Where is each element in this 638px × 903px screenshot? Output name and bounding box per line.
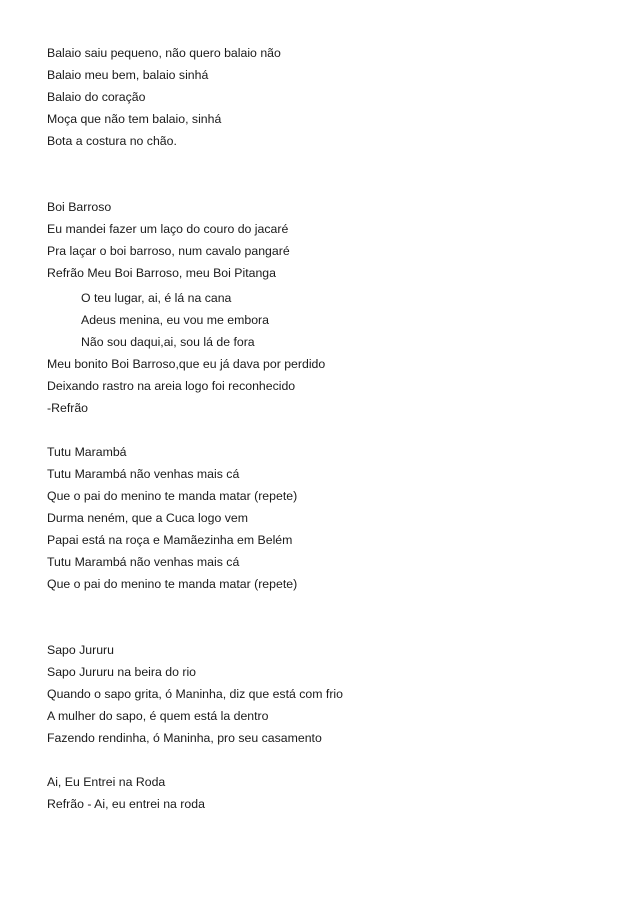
- text-line: Sapo Jururu na beira do rio: [47, 665, 197, 679]
- text-line: Tutu Marambá não venhas mais cá: [47, 555, 240, 569]
- section-title: Ai, Eu Entrei na Roda: [47, 775, 166, 789]
- text-line: Bota a costura no chão.: [47, 134, 177, 148]
- text-line: Tutu Marambá não venhas mais cá: [47, 467, 240, 481]
- section-title: Boi Barroso: [47, 200, 112, 214]
- text-line: Eu mandei fazer um laço do couro do jacaré: [47, 222, 289, 236]
- text-line: Balaio saiu pequeno, não quero balaio não: [47, 46, 281, 60]
- text-line-indented: O teu lugar, ai, é lá na cana: [81, 291, 232, 305]
- text-line: A mulher do sapo, é quem está la dentro: [47, 709, 269, 723]
- text-line: Papai está na roça e Mamãezinha em Belém: [47, 533, 293, 547]
- text-line: Balaio meu bem, balaio sinhá: [47, 68, 209, 82]
- text-line: Que o pai do menino te manda matar (repete): [47, 577, 298, 591]
- text-line: Refrão Meu Boi Barroso, meu Boi Pitanga: [47, 266, 276, 280]
- text-line: Balaio do coração: [47, 90, 146, 104]
- text-line-indented: Adeus menina, eu vou me embora: [81, 313, 269, 327]
- text-line: Meu bonito Boi Barroso,que eu já dava por perdido: [47, 357, 326, 371]
- section-title: Tutu Marambá: [47, 445, 127, 459]
- text-line: Moça que não tem balaio, sinhá: [47, 112, 222, 126]
- text-line: Refrão - Ai, eu entrei na roda: [47, 797, 205, 811]
- section-title: Sapo Jururu: [47, 643, 114, 657]
- text-line: Pra laçar o boi barroso, num cavalo pangaré: [47, 244, 290, 258]
- text-line: Que o pai do menino te manda matar (repete): [47, 489, 298, 503]
- text-line: Fazendo rendinha, ó Maninha, pro seu casamento: [47, 731, 322, 745]
- text-line-indented: Não sou daqui,ai, sou lá de fora: [81, 335, 255, 349]
- text-line: Durma neném, que a Cuca logo vem: [47, 511, 248, 525]
- text-line: Deixando rastro na areia logo foi reconhecido: [47, 379, 296, 393]
- text-line: -Refrão: [47, 401, 89, 415]
- text-line: Quando o sapo grita, ó Maninha, diz que está com frio: [47, 687, 343, 701]
